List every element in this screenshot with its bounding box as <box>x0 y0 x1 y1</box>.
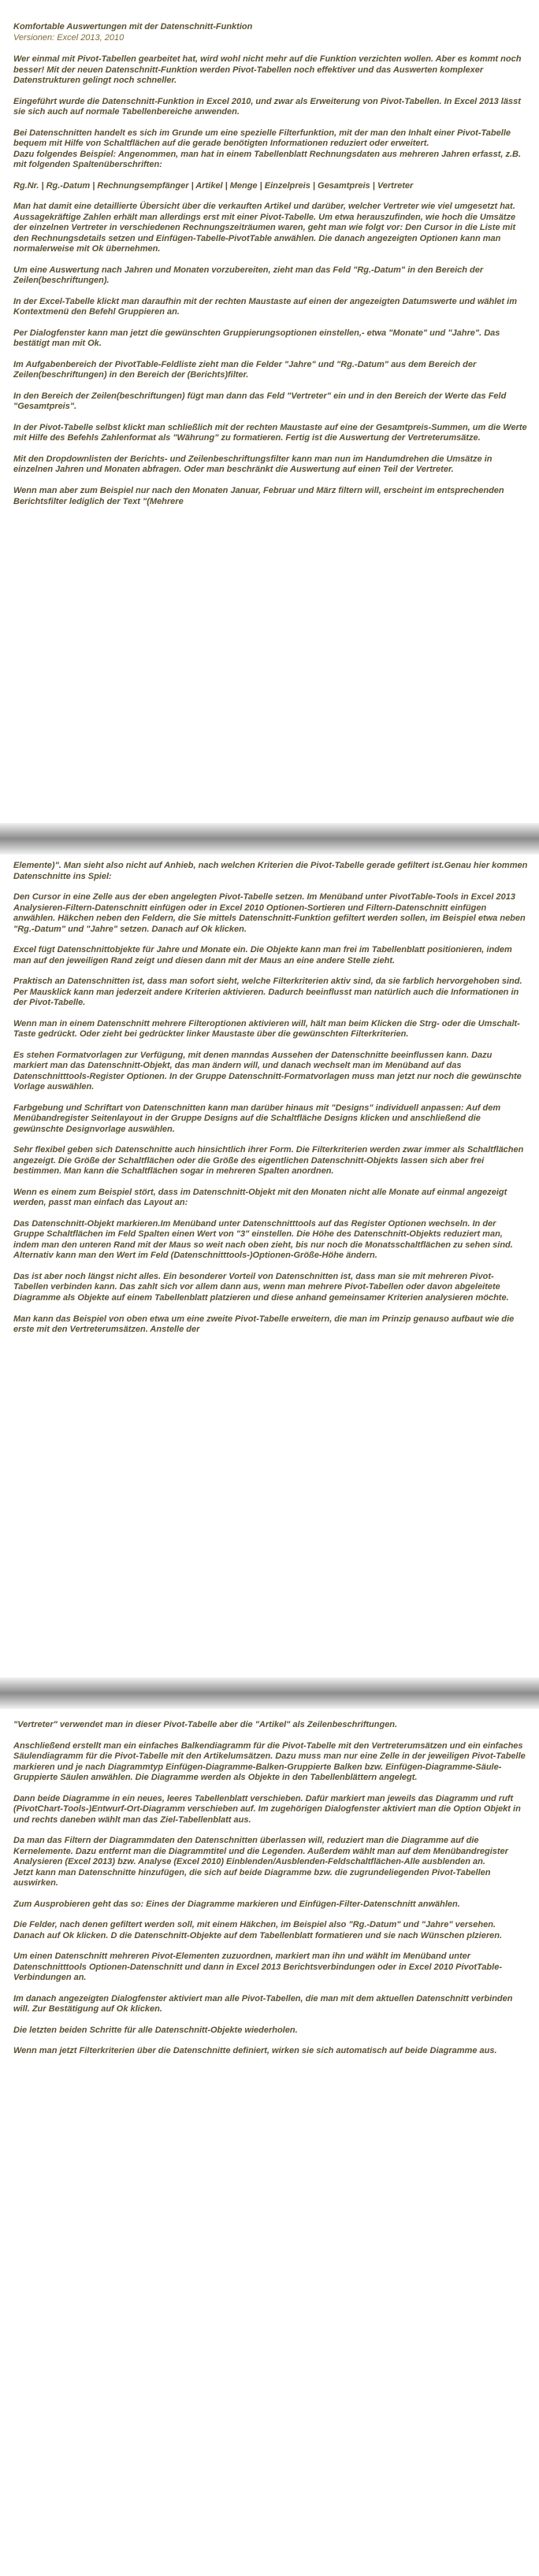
page-3-body <box>13 1720 528 2057</box>
paragraph: Excel fügt Datenschnittobjekte für Jahre und Monate ein. Die Objekte kann man frei im Tabellenblatt positionieren, indem man auf den jeweiligen Rand zeigt und diesen dann mit der Maus an eine andere Stelle zieht. <box>13 945 512 966</box>
paragraph: In der Excel-Tabelle klickt man daraufhin mit der rechten Maustaste auf einen der angezeigten Datumswerte und wählet im Kontextmenü den Befehl Gruppieren an. <box>13 296 517 317</box>
paragraph: Um eine Auswertung nach Jahren und Monaten vorzubereiten, zieht man das Feld "Rg.-Datum" in den Bereich der Zeilen(beschriftungen). <box>13 265 484 286</box>
page-2-body <box>13 861 528 1336</box>
paragraph: Den Cursor in eine Zelle aus der eben angelegten Pivot-Tabelle setzen. Im Menüband unter PivotTable-Tools in Excel 2013 Analysieren-Filtern-Datenschnitt einfügen oder in Excel 2010 Optionen-Sortieren und Filtern-Datenschnitt einfügen anwählen. Häkchen neben den Feldern, die Sie mittels Datenschnitt-Funktion gefiltert werden sollen, im Beispiel etwa neben "Rg.-Datum" und "Jahre" setzen. Danach auf Ok klicken. <box>13 892 526 934</box>
paragraph: Man kann das Beispiel von oben etwa um eine zweite Pivot-Tabelle erweitern, die man im Prinzip genauso aufbaut wie die erste mit den Vertreterumsätzen. Anstelle der <box>13 1314 515 1335</box>
page-separator <box>0 823 539 854</box>
paragraph: Wenn man jetzt Filterkriterien über die Datenschnitte definiert, wirken sie sich automatisch auf beide Diagramme aus. <box>13 2046 497 2056</box>
paragraph: Wenn man in einem Datenschnitt mehrere Filteroptionen aktivieren will, hält man beim Klicken die Strg- oder die Umschalt-Taste gedrückt. Oder zieht bei gedrückter linker Maustaste über die gewünschten Filterkriterien. <box>13 1018 520 1040</box>
document-page-2 <box>0 854 539 1677</box>
paragraph: Praktisch an Datenschnitten ist, dass man sofort sieht, welche Filterkriterien aktiv sind, da sie farblich hervorgehoben sind. Per Mausklick kann man jederzeit andere Kriterien aktivieren. Dadurch beeinflusst man natürlich auch die Informationen in der Pivot-Tabelle. <box>13 977 522 1008</box>
paragraph: In den Bereich der Zeilen(beschriftungen) fügt man dann das Feld "Vertreter" ein und in den Bereich der Werte das Feld "Gesamtpreis". <box>13 391 507 412</box>
paragraph: Die Felder, nach denen gefiltert werden soll, mit einem Häkchen, im Beispiel also "Rg.-Datum" und "Jahre" versehen. Danach auf Ok klicken. D die Datenschnitt-Objekte auf dem Tabellenblatt formatieren und sie nach Wünschen plzieren. <box>13 1920 503 1940</box>
paragraph: In der Pivot-Tabelle selbst klickt man schließlich mit der rechten Maustaste auf eine der Gesamtpreis-Summen, um die Werte mit Hilfe des Befehls Zahlenformat als "Währung" zu formatieren. Fertig ist die Auswertung der Vertreterumsätze. <box>13 422 527 443</box>
paragraph: Es stehen Formatvorlagen zur Verfügung, mit denen manndas Aussehen der Datenschnitte beeinflussen kann. Dazu markiert man das Datenschnitt-Objekt, das man ändern will, und danach wechselt man im Menüband auf das Datenschnitttools-Register Optionen. In der Gruppe Datenschnitt-Formatvorlagen muss man jetzt nur noch die gewünschte Vorlage auswählen. <box>13 1050 522 1092</box>
paragraph: Sehr flexibel geben sich Datenschnitte auch hinsichtlich ihrer Form. Die Filterkriterien werden zwar immer als Schaltflächen angezeigt. Die Größe der Schaltflächen oder die Größe des eigentlichen Datenschnitt-Objekts lassen sich aber frei bestimmen. Man kann die Schaltflächen sogar in mehreren Spalten anordnen. <box>13 1145 524 1177</box>
paragraph: Per Dialogfenster kann man jetzt die gewünschten Gruppierungsoptionen einstellen,- etwa "Monate" und "Jahre". Das bestätigt man mit Ok. <box>13 328 500 349</box>
paragraph: Im danach angezeigten Dialogfenster aktiviert man alle Pivot-Tabellen, die man mit dem aktuellen Datenschnitt verbinden will. Zur Bestätigung auf Ok klicken. <box>13 1993 513 2014</box>
paragraph: Das Datenschnitt-Objekt markieren.Im Menüband unter Datenschnitttools auf das Register Optionen wechseln. In der Gruppe Schaltflächen im Feld Spalten einen Wert von "3" einstellen. Die Höhe des Datenschnitt-Objekts reduziert man, indem man den unteren Rand mit der Maus so weit nach oben zieht, bis nur noch die Monatsschaltflächen zu sehen sind. Alternativ kann man den Wert im Feld (Datenschnitttools-)Optionen-Größe-Höhe ändern. <box>13 1218 513 1261</box>
paragraph: Anschließend erstellt man ein einfaches Balkendiagramm für die Pivot-Tabelle mit den Vertreterumsätzen und ein einfaches Säulendiagramm für die Pivot-Tabelle mit den Artikelumsätzen. Dazu muss man nur eine Zelle in der jeweiligen Pivot-Tabelle markieren und je nach Diagrammtyp Einfügen-Diagramme-Balken-Gruppierte Balken bzw. Einfügen-Diagramme-Säule-Gruppierte Säulen anwählen. Die Diagramme werden als Objekte in den Tabellenblättern angelegt. <box>13 1740 526 1783</box>
document-page-1 <box>0 0 539 823</box>
paragraph: Man hat damit eine detaillierte Übersicht über die verkauften Artikel und darüber, welcher Vertreter wie viel umgesetzt hat. Aussagekräftige Zahlen erhält man allerdings erst mit einer Pivot-Tabelle. Um etwa herauszufinden, wie hoch die Umsätze der einzelnen Vertreter in verschiedenen Rechnungszeiträumen waren, geht man wie folgt vor: Den Cursor in die Liste mit den Rechnungsdetails setzen und Einfügen-Tabelle-PivotTable anwählen. Die danach angezeigten Optionen kann man normalerweise mit Ok übernehmen. <box>13 202 516 254</box>
paragraph: Mit den Dropdownlisten der Berichts- und Zeilenbeschriftungsfilter kann man nun im Handumdrehen die Umsätze in einzelnen Jahren und Monaten abfragen. Oder man beschränkt die Auswertung auf einen Teil der Vertreter. <box>13 454 493 475</box>
paragraph: Dann beide Diagramme in ein neues, leeres Tabellenblatt verschieben. Dafür markiert man jeweils das Diagramm und ruft (PivotChart-Tools-)Entwurf-Ort-Diagramm verschieben auf. Im zugehörigen Dialogfenster aktiviert man die Option Objekt in und rechts daneben wählt man das Ziel-Tabellenblatt aus. <box>13 1793 521 1825</box>
paragraph: Um einen Datenschnitt mehreren Pivot-Elementen zuzuordnen, markiert man ihn und wählt im Menüband unter Datenschnitttools Optionen-Datenschnitt und dann in Excel 2013 Berichtsverbindungen oder in Excel 2010 PivotTable-Verbindungen an. <box>13 1951 502 1983</box>
document-title: Komfortable Auswertungen mit der Datenschnitt-Funktion <box>13 22 253 32</box>
paragraph: Da man das Filtern der Diagrammdaten den Datenschnitten überlassen will, reduziert man die Diagramme auf die Kernelemente. Dazu entfernt man die Diagrammtitel und die Legenden. Außerdem wählt man auf dem Menübandregister Analysieren (Excel 2013) bzw. Analyse (Excel 2010) Einblenden/Ausblenden-Feldschaltflächen-Alle ausblenden an. Jetzt kann man Datenschnitte hinzufügen, die sich auf beide Diagramme bzw. die zugrundeliegenden Pivot-Tabellen auswirken. <box>13 1836 508 1888</box>
paragraph: "Vertreter" verwendet man in dieser Pivot-Tabelle aber die "Artikel" als Zeilenbeschriftungen. <box>13 1720 398 1729</box>
document-page-3 <box>0 1709 539 2576</box>
paragraph: Wer einmal mit Pivot-Tabellen gearbeitet hat, wird wohl nicht mehr auf die Funktion verzichten wollen. Aber es kommt noch besser! Mit der neuen Datenschnitt-Funktion werden Pivot-Tabellen noch effektiver und das Auswerten komplexer Datenstrukturen gelingt noch schneller. <box>13 54 522 86</box>
paragraph: Wenn es einem zum Beispiel stört, dass im Datenschnitt-Objekt mit den Monaten nicht alle Monate auf einmal angezeigt werden, passt man einfach das Layout an: <box>13 1187 507 1208</box>
paragraph: Bei Datenschnitten handelt es sich im Grunde um eine spezielle Filterfunktion, mit der man den Inhalt einer Pivot-Tabelle bequem mit Hilfe von Schaltflächen auf die gerade benötigten Informationen reduziert oder erweitert. Dazu folgendes Beispiel: Angenommen, man hat in einem Tabellenblatt Rechnungsdaten aus mehreren Jahren erfasst, z.B. mit folgenden Spaltenüberschriften: <box>13 128 522 170</box>
paragraph: Wenn man aber zum Beispiel nur nach den Monaten Januar, Februar und März filtern will, erscheint im entsprechenden Berichtsfilter lediglich der Text "(Mehrere <box>13 485 504 506</box>
paragraph: Farbgebung und Schriftart von Datenschnitten kann man darüber hinaus mit "Designs" individuell anpassen: Auf dem Menübandregister Seitenlayout in der Gruppe Designs auf die Schaltfläche Designs klicken und anschließend die gewünschte Designvorlage auswählen. <box>13 1103 501 1134</box>
page-1-body <box>13 54 528 507</box>
document-subtitle: Versionen: Excel 2013, 2010 <box>13 32 125 43</box>
paragraph: Zum Ausprobieren geht das so: Eines der Diagramme markieren und Einfügen-Filter-Datenschnitt anwählen. <box>13 1899 460 1909</box>
paragraph: Im Aufgabenbereich der PivotTable-Feldliste zieht man die Felder "Jahre" und "Rg.-Datum" aus dem Bereich der Zeilen(beschriftungen) in den Bereich der (Berichts)filter. <box>13 359 477 380</box>
page-separator <box>0 1677 539 1709</box>
paragraph: Die letzten beiden Schritte für alle Datenschnitt-Objekte wiederholen. <box>13 2025 298 2035</box>
paragraph: Eingeführt wurde die Datenschnitt-Funktion in Excel 2010, und zwar als Erweiterung von Pivot-Tabellen. In Excel 2013 lässt sie sich auch auf normale Tabellenbereiche anwenden. <box>13 96 521 117</box>
paragraph: Rg.Nr. | Rg.-Datum | Rechnungsempfänger | Artikel | Menge | Einzelpreis | Gesamtpreis | Vertreter <box>13 180 414 191</box>
paragraph: Das ist aber noch längst nicht alles. Ein besonderer Vorteil von Datenschnitten ist, dass man sie mit mehreren Pivot-Tabellen verbinden kann. Das zahlt sich vor allem dann aus, wenn man mehrere Pivot-Tabellen oder davon abgeleitete Diagramme als Objekte auf einem Tabellenblatt platzieren und diese anhand gemeinsamer Kriterien analysieren möchte. <box>13 1271 509 1303</box>
paragraph: Elemente)". Man sieht also nicht auf Anhieb, nach welchen Kriterien die Pivot-Tabelle gerade gefiltert ist.Genau hier kommen Datenschnitte ins Spiel: <box>13 861 528 881</box>
